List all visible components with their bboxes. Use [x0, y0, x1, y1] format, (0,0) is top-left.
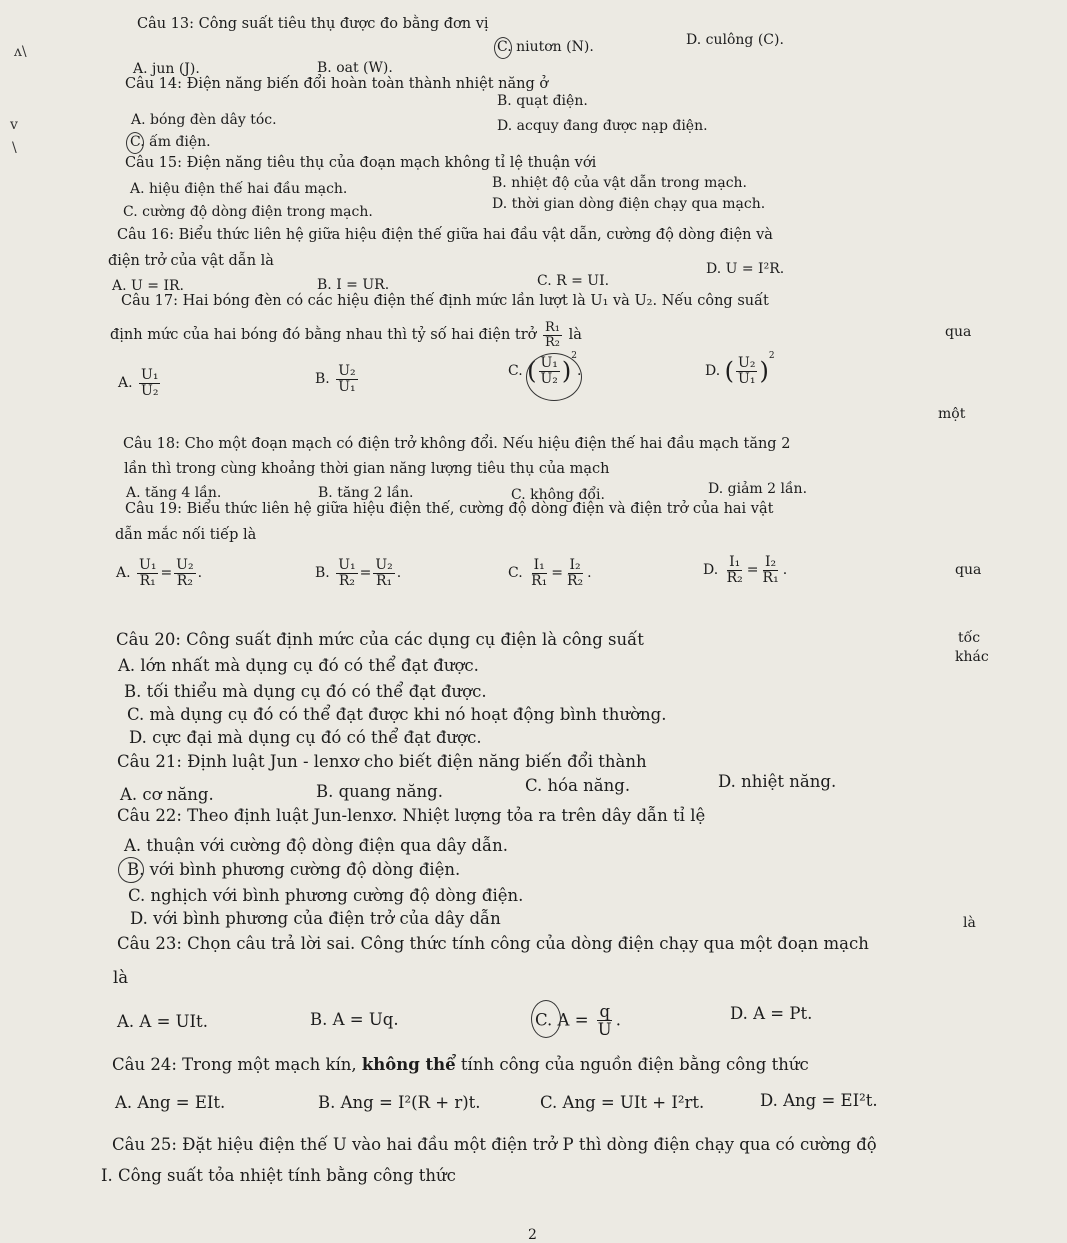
q20-option-a: A. lớn nhất mà dụng cụ đó có thể đạt được. [118, 656, 479, 675]
q17-b-num: U₂ [338, 363, 356, 379]
margin-scribble-icon: \ [12, 140, 17, 156]
answer-mark-q23 [531, 1000, 561, 1038]
q20-option-c: C. mà dụng cụ đó có thể đạt được khi nó hoạt động bình thường. [127, 705, 667, 724]
q24-option-b: B. Ang = I²(R + r)t. [318, 1093, 481, 1112]
q17-c-num: U₁ [540, 355, 558, 371]
q21-option-c: C. hóa năng. [525, 776, 631, 795]
q17-b-den: U₁ [338, 378, 356, 395]
q19-c-n1: I₁ [533, 557, 545, 573]
q19-d-d1: R₂ [726, 569, 743, 586]
q17-option-d [705, 351, 775, 387]
q20-option-d: D. cực đại mà dụng cụ đó có thể đạt được. [129, 728, 482, 747]
q19-c-frac1 [529, 558, 549, 588]
q24-option-d: D. Ang = EI²t. [760, 1091, 878, 1110]
q19-c-d1: R₁ [531, 572, 548, 589]
q17-d-label: D. [705, 363, 721, 380]
q19-option-d: D. $\frac{\text{I₁}}{\text{R₂}}$ = $\frac{\text{I₂}}{\text{R₁}}$ . [703, 554, 788, 586]
q19-b-frac1 [336, 558, 357, 588]
q24-option-c: C. Ang = UIt + I²rt. [540, 1093, 705, 1112]
q17-d-den: U₁ [738, 370, 756, 387]
q14-option-b: B. quạt điện. [497, 93, 588, 109]
q22-option-d: D. với bình phương của điện trở của dây dẫn [130, 909, 501, 928]
q19-b-frac2 [373, 558, 394, 588]
q19-a-d2: R₂ [176, 572, 193, 589]
q18-option-d: D. giảm 2 lần. [708, 481, 808, 497]
answer-mark-q22 [118, 857, 144, 883]
q19-d-frac2 [761, 555, 781, 585]
q17-a-den: U₂ [141, 382, 159, 399]
q17-d-fraction [736, 356, 757, 386]
q19-a-frac2 [174, 558, 195, 588]
margin-note-1: qua [945, 324, 972, 340]
q14-option-a: A. bóng đèn dây tóc. [131, 112, 277, 128]
q16-stem-continued: điện trở của vật dẫn là [108, 253, 274, 269]
q19-a-n2: U₂ [176, 557, 194, 573]
q14-option-c: C. ấm điện. [130, 134, 211, 150]
q19-option-b: B. $\frac{\text{U₁}}{\text{R₂}}$ = $\frac{\text{U₂}}{\text{R₁}}$ . [315, 557, 402, 589]
q19-d-n2: I₂ [765, 554, 777, 570]
q24-option-a: A. Ang = EIt. [115, 1093, 226, 1112]
q13-option-b: B. oat (W). [317, 60, 393, 76]
q17-option-b [315, 364, 360, 394]
q15-option-c: C. cường độ dòng điện trong mạch. [123, 204, 373, 220]
q21-option-d: D. nhiệt năng. [718, 772, 837, 791]
q16-option-c: C. R = UI. [537, 273, 610, 289]
q16-stem: Câu 16: Biểu thức liên hệ giữa hiệu điện thế giữa hai đầu vật dẫn, cường độ dòng điện và [117, 227, 773, 243]
q19-c-n2: I₂ [569, 557, 581, 573]
q23-option-c: C. A = $\frac{q}{U}$ . [535, 1002, 621, 1040]
q19-a-frac1 [137, 558, 158, 588]
q17-a-fraction [139, 368, 160, 398]
q16-option-b: B. I = UR. [317, 277, 390, 293]
q19-stem-continued: dẫn mắc nối tiếp là [115, 527, 257, 543]
q19-d-label: D. [703, 562, 719, 579]
answer-mark-q13 [494, 37, 512, 59]
q17-c-close-paren: ) [561, 357, 572, 386]
q22-option-a: A. thuận với cường độ dòng điện qua dây dẫn. [124, 836, 508, 855]
q23-option-d: D. A = Pt. [730, 1004, 813, 1023]
q17-stem-end: là [568, 327, 582, 344]
q18-option-c: C. không đổi. [511, 487, 605, 503]
q19-b-label: B. [315, 565, 330, 582]
q15-option-b: B. nhiệt độ của vật dẫn trong mạch. [492, 175, 748, 191]
q17-ratio-num: R₁ [545, 320, 560, 335]
q23-stem-continued: là [113, 968, 129, 987]
q15-option-d: D. thời gian dòng điện chạy qua mạch. [492, 196, 766, 212]
q24-stem-start: Câu 24: Trong một mạch kín, [112, 1055, 362, 1074]
q13-option-a: A. jun (J). [133, 61, 200, 77]
margin-note-5: khác [955, 649, 989, 665]
q17-stem: Câu 17: Hai bóng đèn có các hiệu điện thế định mức lần lượt là U₁ và U₂. Nếu công suất [121, 293, 769, 309]
q17-stem-text: định mức của hai bóng đó bằng nhau thì tỷ số hai điện trở [110, 327, 537, 344]
q19-d-n1: I₁ [729, 554, 741, 570]
q13-option-d: D. culông (C). [686, 32, 784, 48]
q15-option-a: A. hiệu điện thế hai đầu mạch. [130, 181, 348, 197]
q17-b-label: B. [315, 371, 330, 388]
q23-c-den: U [597, 1020, 612, 1040]
q17-d-close-paren: ) [759, 357, 769, 386]
q21-stem: Câu 21: Định luật Jun - lenxơ cho biết điện năng biến đổi thành [117, 752, 647, 771]
q23-c-num: q [599, 1002, 611, 1021]
q16-option-a: A. U = IR. [112, 278, 184, 294]
q17-b-fraction [336, 364, 357, 394]
q19-c-frac2 [565, 558, 585, 588]
q23-c-lhs: A = [557, 1010, 589, 1030]
q22-option-c: C. nghịch với bình phương cường độ dòng điện. [128, 886, 524, 905]
q17-d-num: U₂ [738, 355, 756, 371]
q25-stem: Câu 25: Đặt hiệu điện thế U vào hai đầu một điện trở P thì dòng điện chạy qua có cường độ [112, 1135, 877, 1154]
q23-c-fraction [596, 1003, 614, 1039]
q17-c-label: C. [508, 363, 523, 380]
q18-stem: Câu 18: Cho một đoạn mạch có điện trở không đổi. Nếu hiệu điện thế hai đầu mạch tăng 2 [123, 436, 791, 452]
q22-stem: Câu 22: Theo định luật Jun-lenxơ. Nhiệt lượng tỏa ra trên dây dẫn tỉ lệ [117, 806, 706, 825]
q17-stem-continued [110, 321, 582, 349]
q18-option-b: B. tăng 2 lần. [318, 485, 414, 501]
q17-option-c: C. ( $\frac{\text{U₁}}{\text{U₂}}$ )$^2$. [508, 351, 582, 387]
q17-option-a [118, 368, 162, 398]
q19-d-frac1 [725, 555, 745, 585]
q19-b-n2: U₂ [375, 557, 393, 573]
q17-ratio [543, 321, 562, 349]
answer-mark-q14 [126, 132, 144, 154]
margin-note-6: là [963, 915, 976, 931]
q21-option-b: B. quang năng. [316, 782, 443, 801]
q19-a-n1: U₁ [139, 557, 157, 573]
q23-option-b: B. A = Uq. [310, 1010, 399, 1029]
q17-a-label: A. [118, 375, 133, 392]
q19-b-n1: U₁ [338, 557, 356, 573]
margin-scribble-icon: v [10, 117, 18, 133]
q24-stem-end: tính công của nguồn điện bằng công thức [455, 1055, 809, 1074]
q17-c-exponent: 2 [571, 351, 578, 361]
q13-stem: Câu 13: Công suất tiêu thụ được đo bằng đơn vị [137, 16, 489, 32]
q22-option-b: B. với bình phương cường độ dòng điện. [127, 860, 461, 879]
q19-option-c: C. $\frac{\text{I₁}}{\text{R₁}}$ = $\frac{\text{I₂}}{\text{R₂}}$ . [508, 557, 592, 589]
margin-note-4: tốc [958, 630, 981, 646]
q24-stem [112, 1057, 809, 1074]
q20-option-b: B. tối thiểu mà dụng cụ đó có thể đạt được. [124, 682, 487, 701]
q19-c-d2: R₂ [567, 572, 584, 589]
q17-d-exponent: 2 [768, 351, 775, 361]
q17-ratio-den: R₂ [545, 334, 560, 350]
q18-stem-continued: lần thì trong cùng khoảng thời gian năng lượng tiêu thụ của mạch [124, 461, 610, 477]
q19-d-d2: R₁ [762, 569, 779, 586]
q16-option-d: D. U = I²R. [706, 261, 785, 277]
answer-mark-q17 [526, 353, 582, 401]
page-number: 2 [528, 1227, 537, 1243]
q17-c-open-paren: ( [527, 357, 537, 386]
q13-option-c: C. niutơn (N). [497, 39, 594, 55]
q19-option-a: A. $\frac{\text{U₁}}{\text{R₁}}$ = $\frac{\text{U₂}}{\text{R₂}}$ . [116, 557, 203, 589]
q17-c-den: U₂ [540, 370, 558, 387]
q17-d-open-paren: ( [724, 357, 735, 386]
q23-option-a: A. A = UIt. [117, 1012, 208, 1031]
q19-c-label: C. [508, 565, 523, 582]
margin-scribble-icon: ʌ\ [14, 44, 27, 60]
q19-a-label: A. [116, 565, 131, 582]
margin-note-2: một [938, 406, 966, 422]
q21-option-a: A. cơ năng. [120, 785, 214, 804]
q23-c-label: C. [535, 1010, 553, 1030]
q23-stem: Câu 23: Chọn câu trả lời sai. Công thức tính công của dòng điện chạy qua một đoạn mạch [117, 934, 869, 953]
q17-a-num: U₁ [141, 367, 159, 383]
q19-b-d2: R₁ [375, 572, 393, 589]
q19-b-d1: R₂ [338, 572, 355, 589]
q24-stem-emphasis: không thể [361, 1055, 456, 1074]
q25-stem-continued: I. Công suất tỏa nhiệt tính bằng công thức [101, 1166, 456, 1185]
q14-option-d: D. acquy đang được nạp điện. [497, 118, 708, 134]
q19-a-d1: R₁ [139, 572, 156, 589]
margin-note-3: qua [955, 562, 982, 578]
q15-stem: Câu 15: Điện năng tiêu thụ của đoạn mạch không tỉ lệ thuận với [125, 155, 597, 171]
q14-stem: Câu 14: Điện năng biến đổi hoàn toàn thành nhiệt năng ở [125, 76, 549, 92]
q18-option-a: A. tăng 4 lần. [126, 485, 222, 501]
q19-stem: Câu 19: Biểu thức liên hệ giữa hiệu điện thế, cường độ dòng điện và điện trở của hai vật [125, 501, 774, 517]
q20-stem: Câu 20: Công suất định mức của các dụng cụ điện là công suất [116, 630, 644, 649]
